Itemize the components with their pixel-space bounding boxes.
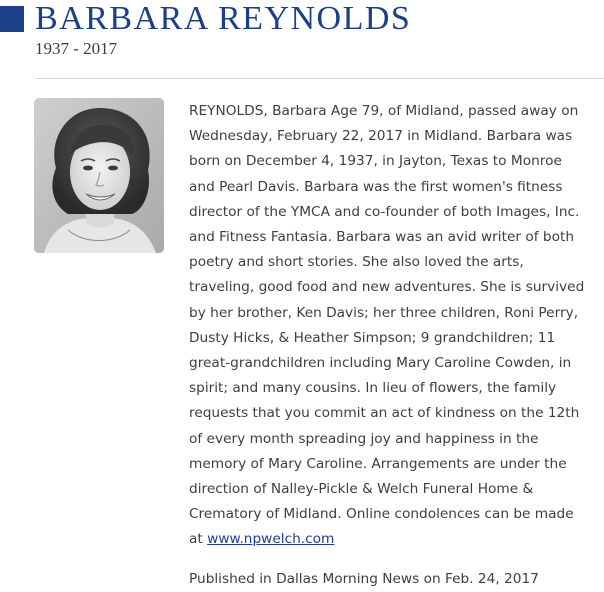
accent-bar: [0, 6, 24, 32]
publication-note: Published in Dallas Morning News on Feb. 24, 2017: [189, 571, 539, 587]
condolences-link[interactable]: www.npwelch.com: [207, 531, 335, 548]
portrait-photo-icon: [34, 98, 164, 253]
obituary-body: [189, 99, 589, 553]
life-dates: 1937 - 2017: [35, 39, 118, 58]
obituary-text: REYNOLDS, Barbara Age 79, of Midland, passed away on Wednesday, February 22, 2017 in Midland. Barbara was born on December 4, 1937, in Jayton, Texas to Monroe and Pearl Davis. Barbara was the first women's fitness director of the YMCA and co-founder of both Images, Inc. and Fitness Fantasia. Barbara was an avid writer of both poetry and short stories. She also loved the arts, traveling, good food and new adventures. She is survived by her brother, Ken Davis; her three children, Roni Perry, Dusty Hicks, & Heather Simpson; 9 grandchildren; 11 great-grandchildren including Mary Caroline Cowden, in spirit; and many cousins. In lieu of flowers, the family requests that you commit an act of kindness on the 12th of every month spreading joy and happiness in the memory of Mary Caroline. Arrangements are under the direction of Nalley-Pickle & Welch Funeral Home & Crematory of Midland. Online condolences can be made at: [189, 103, 585, 548]
obituary-header: [0, 0, 604, 80]
header-divider: [35, 78, 604, 79]
deceased-name: BARBARA REYNOLDS: [35, 0, 412, 37]
portrait-photo: [34, 98, 164, 253]
